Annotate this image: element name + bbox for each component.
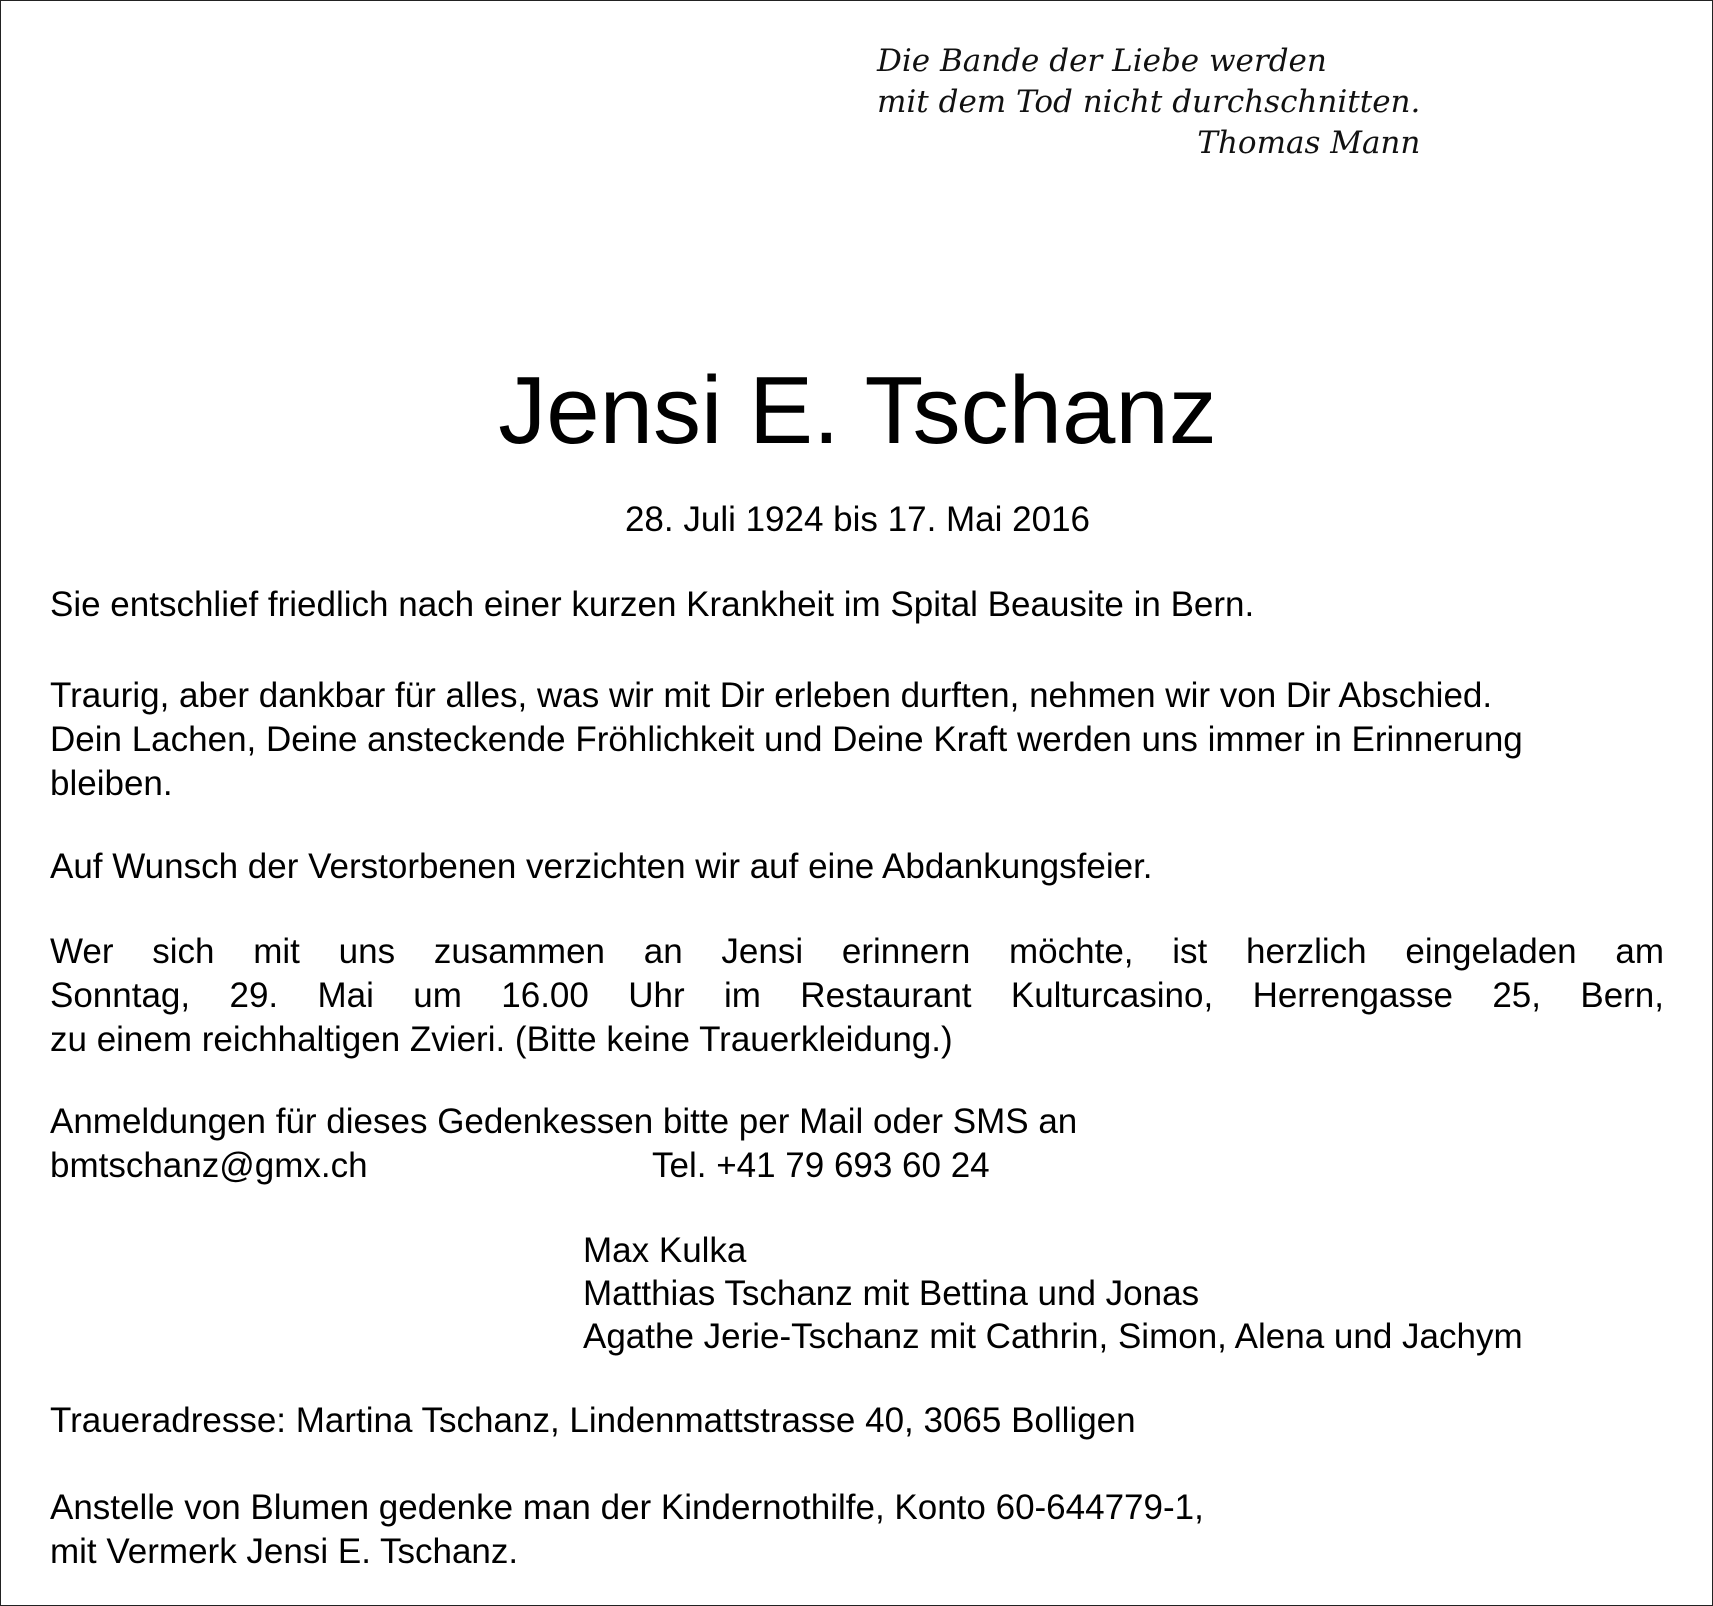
registration-intro: Anmeldungen für dieses Gedenkessen bitte per Mail oder SMS an [50, 1102, 1078, 1141]
deceased-name: Jensi E. Tschanz [498, 357, 1217, 464]
mourning-address-text: Traueradresse: Martina Tschanz, Lindenmattstrasse 40, 3065 Bolligen [50, 1401, 1136, 1440]
contact-row [50, 1144, 1664, 1188]
registration-phone[interactable]: Tel. +41 79 693 60 24 [652, 1146, 990, 1185]
donation-line-2: mit Vermerk Jensi E. Tschanz. [50, 1532, 519, 1571]
paragraph-farewell [50, 674, 1664, 806]
registration-info [50, 1100, 1664, 1188]
quote-author: Thomas Mann [1197, 125, 1421, 161]
paragraph-no-ceremony [50, 845, 1664, 889]
life-dates: 28. Juli 1924 bis 17. Mai 2016 [624, 500, 1091, 539]
quote-line-2: mit dem Tod nicht durchschnitten. [877, 84, 1421, 120]
quote-line-1: Die Bande der Liebe werden [877, 43, 1327, 79]
farewell-line-3: bleiben. [50, 764, 173, 803]
signers-list [583, 1229, 1523, 1358]
registration-email[interactable]: bmtschanz@gmx.ch [50, 1146, 368, 1185]
farewell-line-1: Traurig, aber dankbar für alles, was wir mit Dir erleben durften, nehmen wir von Dir Abschied. [50, 676, 1493, 715]
paragraph-passing [50, 583, 1664, 627]
mourning-address [50, 1399, 1664, 1443]
signer-2: Matthias Tschanz mit Bettina und Jonas [583, 1274, 1200, 1313]
paragraph-invitation [50, 930, 1664, 1062]
passing-text: Sie entschlief friedlich nach einer kurzen Krankheit im Spital Beausite in Bern. [50, 585, 1255, 624]
signer-1: Max Kulka [583, 1231, 747, 1270]
signer-3: Agathe Jerie-Tschanz mit Cathrin, Simon, Alena und Jachym [583, 1317, 1523, 1356]
donation-info [50, 1486, 1664, 1574]
epigraph-quote [877, 41, 1420, 164]
invitation-line-2: Sonntag, 29. Mai um 16.00 Uhr im Restaurant Kulturcasino, Herrengasse 25, Bern, [50, 976, 1664, 1015]
no-ceremony-text: Auf Wunsch der Verstorbenen verzichten wir auf eine Abdankungsfeier. [50, 847, 1153, 886]
farewell-line-2: Dein Lachen, Deine ansteckende Fröhlichkeit und Deine Kraft werden uns immer in Erinnerung [50, 720, 1523, 759]
invitation-line-3: zu einem reichhaltigen Zvieri. (Bitte keine Trauerkleidung.) [50, 1020, 953, 1059]
invitation-line-1: Wer sich mit uns zusammen an Jensi erinnern möchte, ist herzlich eingeladen am [50, 932, 1664, 971]
donation-line-1: Anstelle von Blumen gedenke man der Kindernothilfe, Konto 60-644779-1, [50, 1488, 1204, 1527]
